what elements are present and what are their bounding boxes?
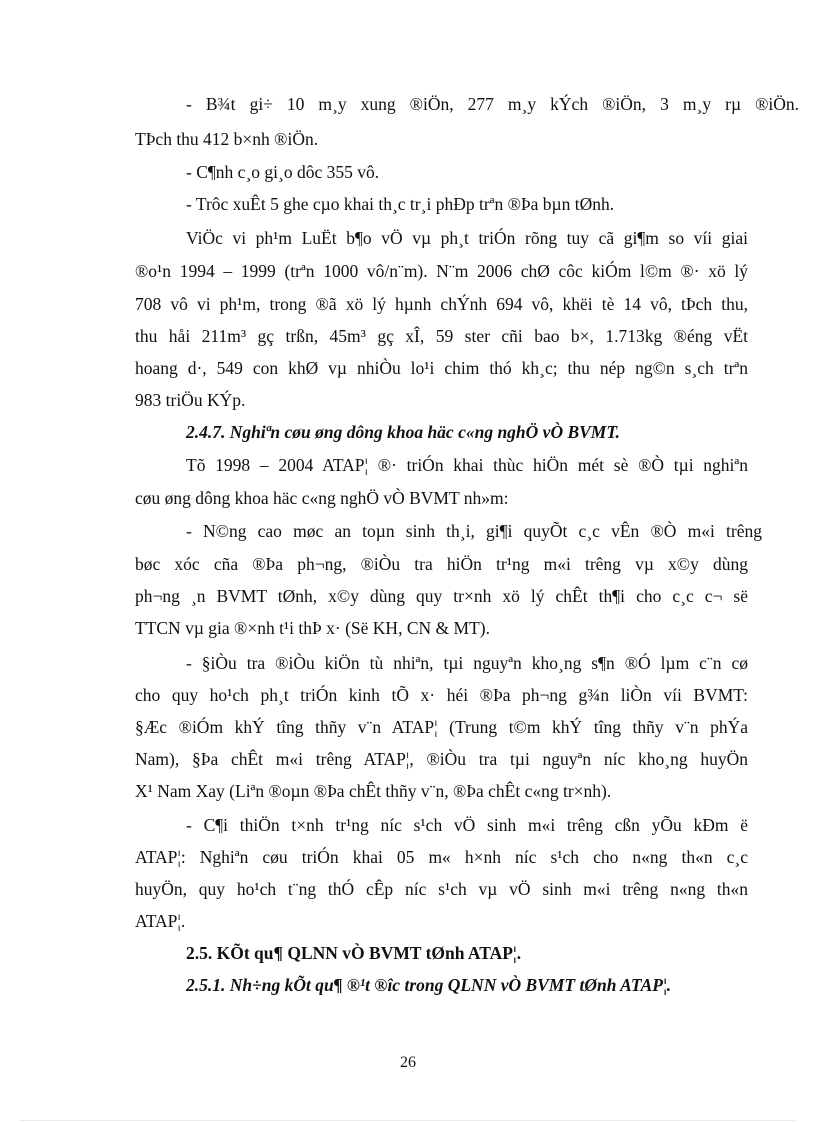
page-number: 26	[400, 1054, 416, 1071]
paragraph-line: ATAP¦.	[135, 911, 186, 931]
section-heading: 2.4.7. Nghiªn cøu øng dông khoa häc c«ng nghÖ vÒ BVMT.	[186, 422, 620, 442]
paragraph-line: - §iÒu tra ®iÒu kiÖn tù nhiªn, tµi nguyªn kho¸ng s¶n ®Ó lµm c¨n cø	[186, 653, 748, 673]
paragraph-line: §Æc ®iÓm khÝ tîng thñy v¨n ATAP¦ (Trung t©m khÝ tîng thñy v¨n phÝa	[135, 717, 748, 737]
paragraph-line: - C¶nh c¸o gi¸o dôc 355 vô.	[186, 162, 380, 182]
paragraph-line: - N©ng cao møc an toµn sinh th¸i, gi¶i quyÕt c¸c vÊn ®Ò m«i trêng	[186, 521, 762, 541]
paragraph-line: hoang d·, 549 con khØ vµ nhiÒu lo¹i chim thó kh¸c; thu nép ng©n s¸ch trªn	[135, 358, 748, 378]
paragraph-line: huyÖn, quy ho¹ch t¨ng thÓ cÊp níc s¹ch vµ vÖ sinh m«i trêng n«ng th«n	[135, 879, 748, 899]
subsection-heading: 2.5.1. Nh÷ng kÕt qu¶ ®¹t ®îc trong QLNN vÒ BVMT tØnh ATAP¦.	[186, 975, 672, 995]
paragraph-line: cho quy ho¹ch ph¸t triÓn kinh tÕ x· héi ®Þa ph¬ng g¾n liÒn víi BVMT:	[135, 685, 748, 705]
paragraph-line: ®o¹n 1994 – 1999 (trªn 1000 vô/n¨m). N¨m 2006 chØ côc kiÓm l©m ®· xö lý	[135, 261, 748, 281]
paragraph-line: TÞch thu 412 b×nh ®iÖn.	[135, 129, 319, 149]
paragraph-line: ph¬ng ¸n BVMT tØnh, x©y dùng quy tr×nh xö lý chÊt th¶i cho c¸c c¬ së	[135, 586, 748, 606]
paragraph-line: cøu øng dông khoa häc c«ng nghÖ vÒ BVMT nh»m:	[135, 488, 509, 508]
paragraph-line: ViÖc vi ph¹m LuËt b¶o vÖ vµ ph¸t triÓn rõng tuy cã gi¶m so víi giai	[186, 228, 748, 248]
paragraph-line: TTCN vµ gia ®×nh t¹i thÞ x· (Së KH, CN & MT).	[135, 618, 490, 638]
paragraph-line: Nam), §Þa chÊt m«i trêng ATAP¦, ®iÒu tra tµi nguyªn níc kho¸ng huyÖn	[135, 749, 748, 769]
paragraph-line: 983 triÖu KÝp.	[135, 390, 246, 410]
paragraph-line: Tõ 1998 – 2004 ATAP¦ ®· triÓn khai thùc hiÖn mét sè ®Ò tµi nghiªn	[186, 455, 748, 475]
paragraph-line: - B¾t gi÷ 10 m¸y xung ®iÖn, 277 m¸y kÝch ®iÖn, 3 m¸y rµ ®iÖn.	[186, 94, 799, 114]
page-bottom-rule	[20, 1120, 796, 1121]
section-heading: 2.5. KÕt qu¶ QLNN vÒ BVMT tØnh ATAP¦.	[186, 943, 522, 963]
paragraph-line: - C¶i thiÖn t×nh tr¹ng níc s¹ch vÖ sinh m«i trêng cßn yÕu kÐm ë	[186, 815, 748, 835]
paragraph-line: ATAP¦: Nghiªn cøu triÓn khai 05 m« h×nh níc s¹ch cho n«ng th«n c¸c	[135, 847, 748, 867]
paragraph-line: thu håi 211m³ gç trßn, 45m³ gç xÎ, 59 ster cñi bao b×, 1.713kg ®éng vËt	[135, 326, 748, 346]
paragraph-line: - Trôc xuÊt 5 ghe cµo khai th¸c tr¸i phÐp trªn ®Þa bµn tØnh.	[186, 194, 615, 214]
paragraph-line: 708 vô vi ph¹m, trong ®ã xö lý hµnh chÝnh 694 vô, khëi tè 14 vô, tÞch thu,	[135, 294, 748, 314]
paragraph-line: bøc xóc cña ®Þa ph¬ng, ®iÒu tra hiÖn tr¹ng m«i trêng vµ x©y dùng	[135, 554, 748, 574]
paragraph-line: X¹ Nam Xay (Liªn ®oµn ®Þa chÊt thñy v¨n, ®Þa chÊt c«ng tr×nh).	[135, 781, 612, 801]
